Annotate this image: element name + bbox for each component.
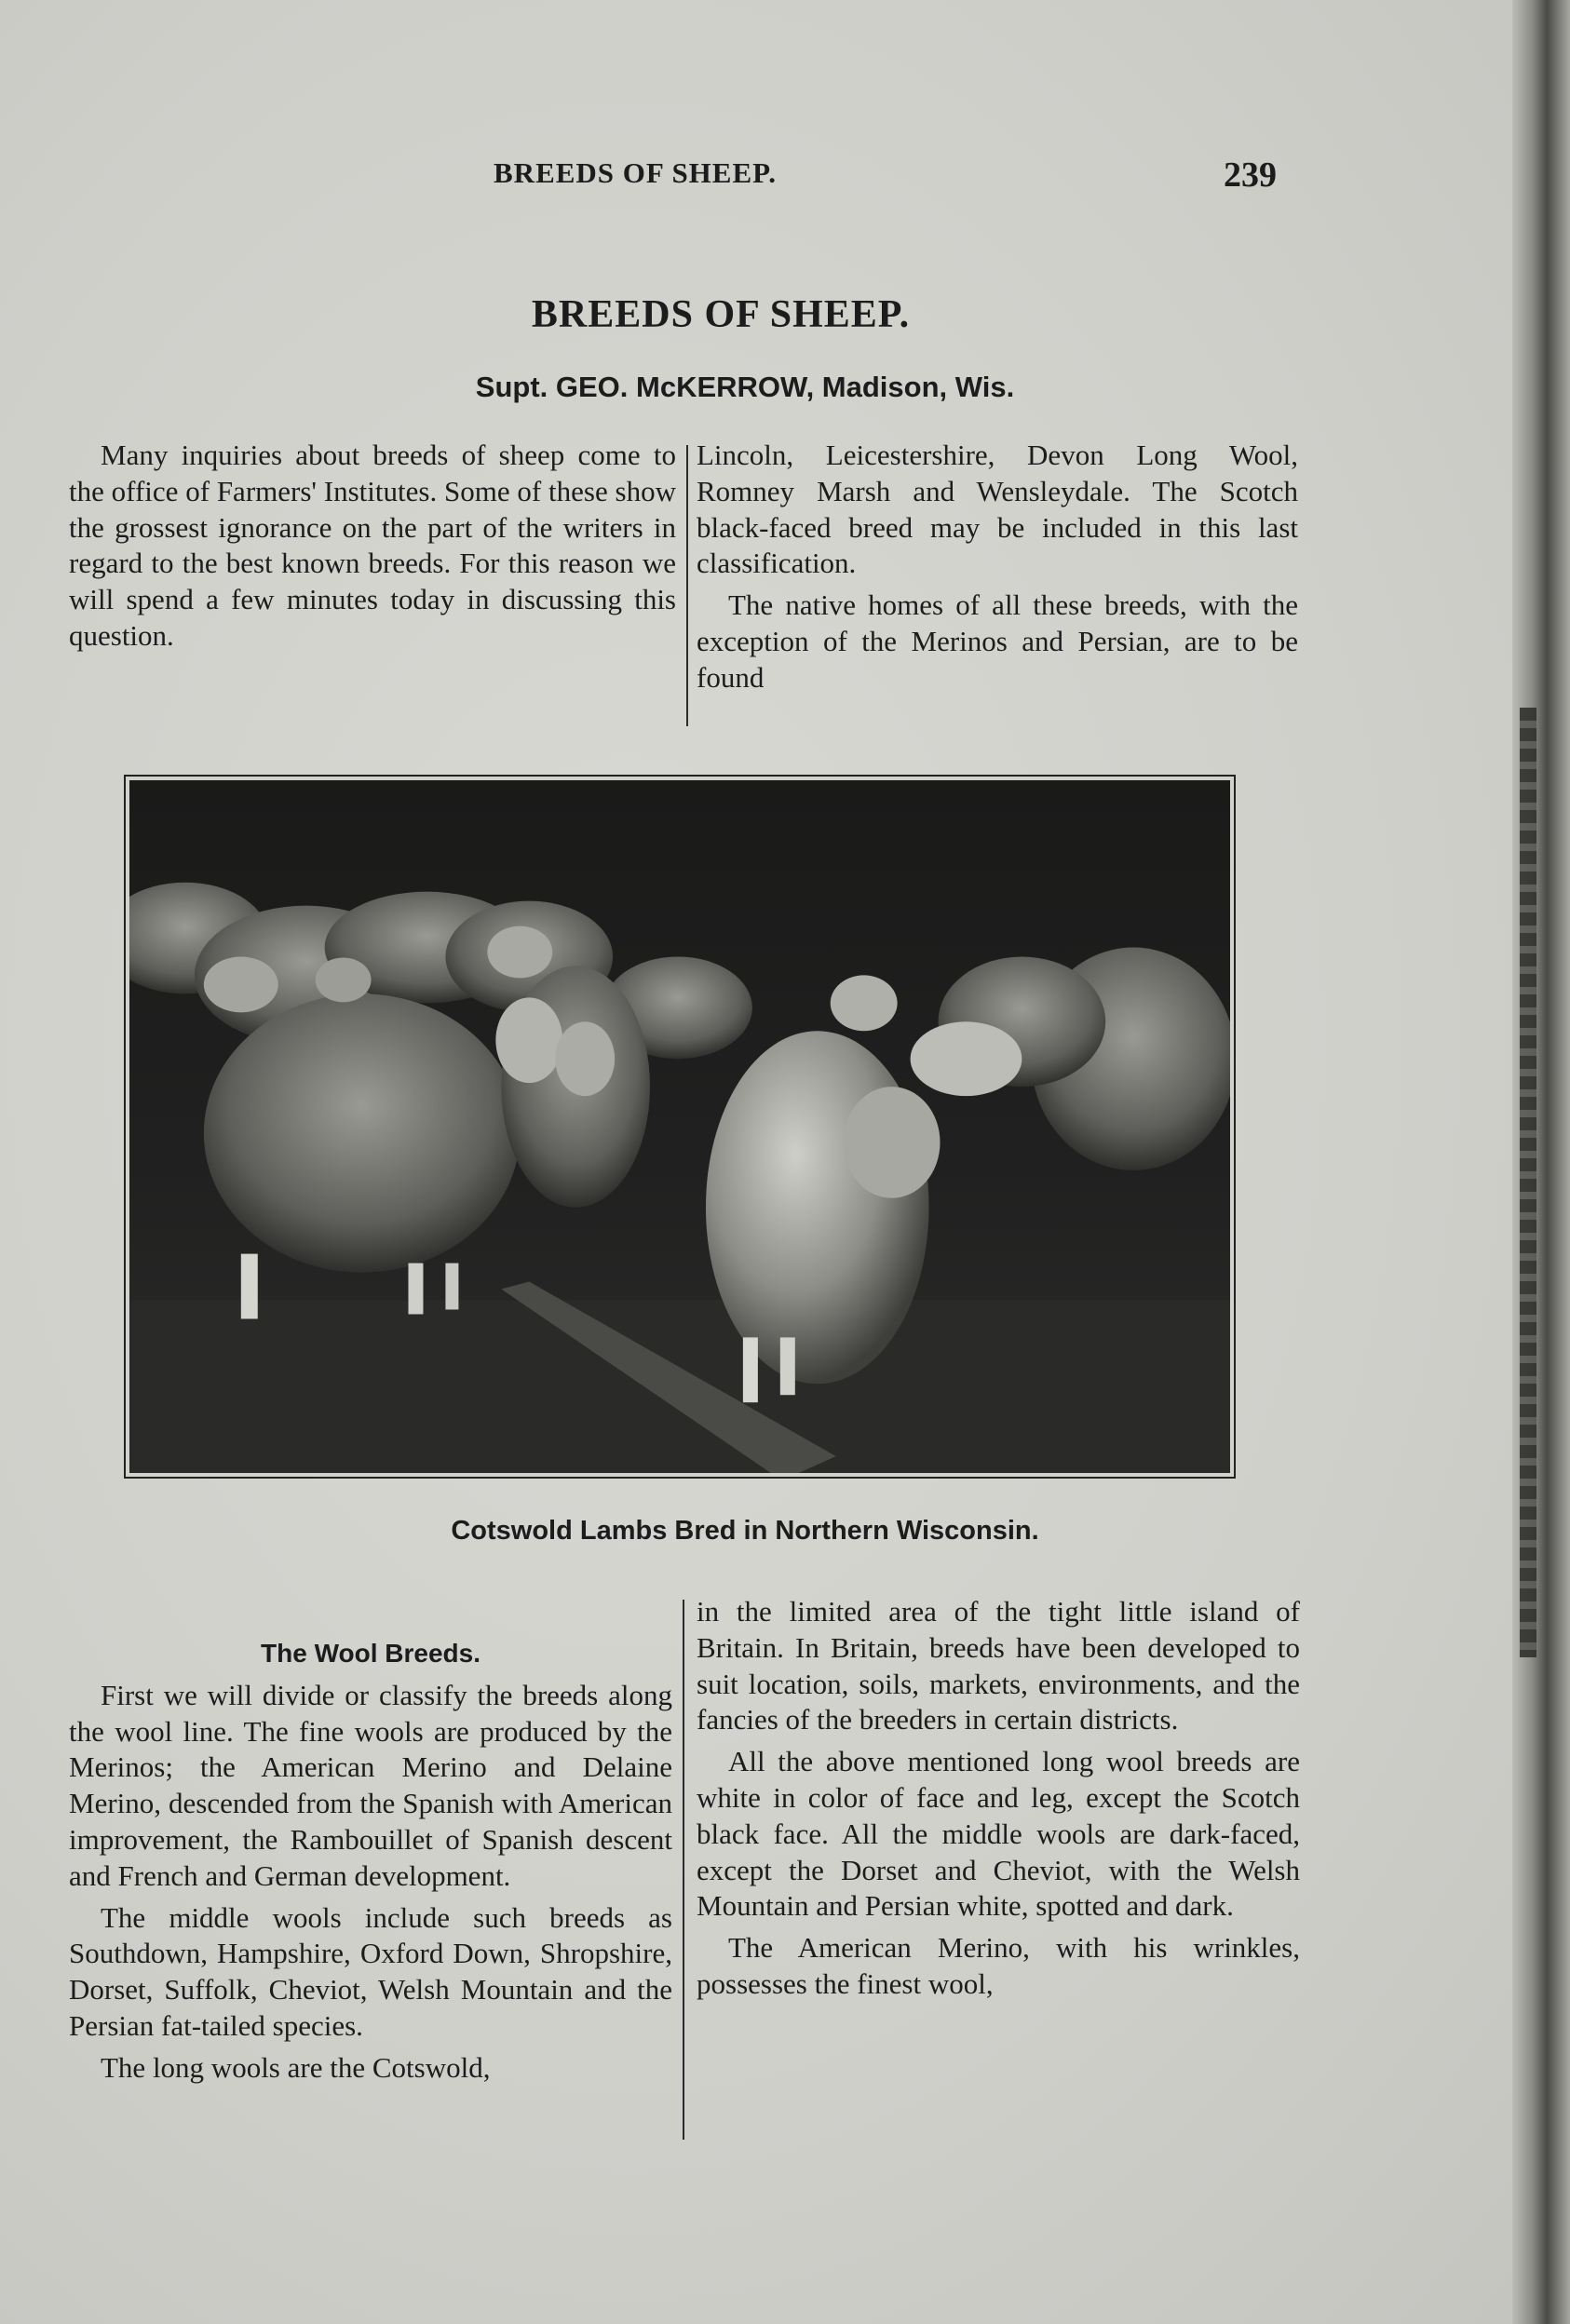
page-number: 239 — [1224, 155, 1277, 195]
top-column-rule — [686, 445, 688, 726]
bottom-right-column — [697, 1594, 1300, 2003]
photo-caption: Cotswold Lambs Bred in Northern Wisconsin. — [451, 1516, 1039, 1546]
intro-paragraph: Many inquiries about breeds of sheep come to the office of Farmers' Institutes. Some of these show the grossest ignorance on the part of the writers in regard to the best known breeds. For this reason we will spend a few minutes today in discussing this question. — [69, 439, 676, 652]
native-homes-paragraph: The native homes of all these breeds, with the exception of the Merinos and Persian, are to be found — [697, 588, 1298, 694]
long-wool-breeds-continued: Lincoln, Leicestershire, Devon Long Wool, Romney Marsh and Wensleydale. The Scotch black-faced breed may be included in this last classification. — [697, 439, 1298, 580]
bottom-left-column — [69, 1636, 672, 2087]
cotswold-lambs-image — [129, 780, 1230, 1473]
bottom-column-rule — [683, 1600, 684, 2140]
article-byline: Supt. GEO. McKERROW, Madison, Wis. — [475, 371, 1015, 403]
britain-paragraph: in the limited area of the tight little island of Britain. In Britain, breeds have been developed to suit location, soils, markets, environments, and the fancies of the breeders in certain districts. — [697, 1595, 1300, 1736]
binding-stitching — [1520, 708, 1536, 1657]
section-heading-wool-breeds: The Wool Breeds. — [261, 1639, 480, 1668]
face-color-paragraph: All the above mentioned long wool breeds are white in color of face and leg, except the Scotch black face. All the middle wools are dark-faced, except the Dorset and Cheviot, with the Welsh Mountain and Persian white, spotted and dark. — [697, 1745, 1300, 1923]
fine-wools-paragraph: First we will divide or classify the breeds along the wool line. The fine wools are produced by the Merinos; the American Merino and Delaine Merino, descended from the Spanish with American improvement, the Rambouillet of Spanish descent and French and German development. — [69, 1678, 672, 1892]
long-wools-paragraph: The long wools are the Cotswold, — [101, 2050, 491, 2084]
running-head: BREEDS OF SHEEP. — [494, 156, 777, 189]
sheep-photograph — [124, 775, 1236, 1479]
top-right-column — [697, 438, 1298, 696]
middle-wools-paragraph: The middle wools include such breeds as Southdown, Hampshire, Oxford Down, Shropshire, Dorset, Suffolk, Cheviot, Welsh Mountain and the Persian fat-tailed species. — [69, 1900, 672, 2042]
article-title: BREEDS OF SHEEP. — [531, 293, 911, 336]
american-merino-paragraph: The American Merino, with his wrinkles, possesses the finest wool, — [697, 1931, 1300, 2000]
top-left-column — [69, 438, 676, 655]
